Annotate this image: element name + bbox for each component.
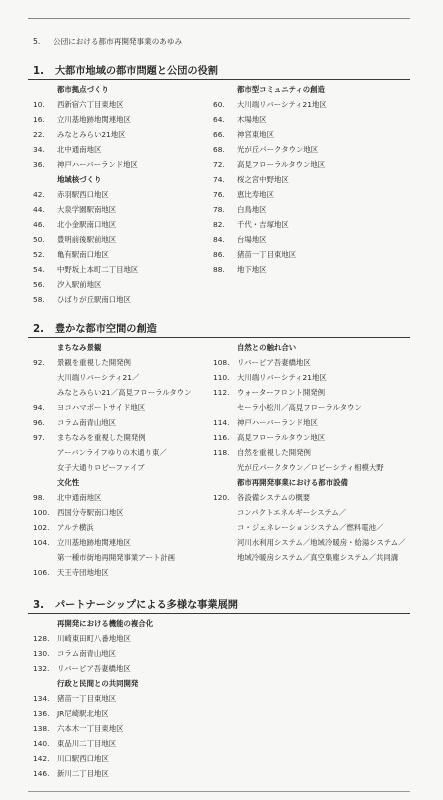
toc-entry (213, 385, 406, 400)
page-number: 78. (213, 205, 225, 214)
section-1-title: 1. 大都市地域の都市問題と公団の役割 (33, 66, 218, 77)
page-number: 10. (33, 100, 45, 109)
page-number: 128. (33, 634, 50, 643)
page-number: 46. (33, 220, 45, 229)
page-number: 56. (33, 280, 45, 289)
page-number: 72. (213, 160, 225, 169)
entry-title: コラム南青山地区 (57, 649, 117, 658)
toc-entry (213, 157, 327, 172)
entry-title: 地下地区 (237, 265, 267, 274)
entry-title: 地域冷暖房システム／真空集塵システム／共同溝 (237, 553, 399, 562)
entry-title: みなとみらい21地区 (57, 130, 126, 139)
section-3-left-column (33, 616, 153, 781)
entry-title: 各設備システムの概要 (237, 493, 311, 502)
entry-title: 女子大通りロビーファイブ (57, 463, 145, 472)
entry-title: 景観を重視した開発例 (57, 358, 131, 367)
entry-title: リバーピア吾妻橋地区 (237, 358, 311, 367)
page-number: 16. (33, 115, 45, 124)
toc-entry (33, 112, 138, 127)
page-number: 86. (213, 250, 225, 259)
page-number: 100. (33, 508, 50, 517)
entry-title: 川口駅西口地区 (57, 754, 109, 763)
subheading: 文化性 (57, 478, 80, 487)
page-number: 52. (33, 250, 45, 259)
toc-entry (213, 535, 406, 550)
toc-entry (213, 217, 327, 232)
page-number: 140. (33, 739, 50, 748)
subheading: 都市拠点づくり (57, 85, 109, 94)
page-number: 34. (33, 145, 45, 154)
toc-entry (33, 247, 138, 262)
entry-title: 西新宿六丁目東地区 (57, 100, 124, 109)
toc-entry (33, 262, 138, 277)
section-2-title: 2. 豊かな都市空間の創造 (33, 324, 157, 335)
toc-entry (33, 505, 192, 520)
toc-entry (33, 355, 192, 370)
page-number: 106. (33, 568, 50, 577)
entry-title: ヨコハマポートサイド地区 (57, 403, 146, 412)
entry-title: 大川端リバーシティ21／ (57, 373, 140, 382)
page-number: 130. (33, 649, 50, 658)
entry-title: 豊明前後駅前地区 (57, 235, 117, 244)
page-number: 66. (213, 130, 225, 139)
page-number: 84. (213, 235, 225, 244)
entry-title: 猪苗一丁目東地区 (57, 694, 117, 703)
page-number: 42. (33, 190, 45, 199)
toc-entry (33, 691, 153, 706)
page-number: 58. (33, 295, 45, 304)
subheading: 地域核づくり (57, 175, 102, 184)
toc-entry (33, 766, 153, 781)
subheading: 行政と民間との共同開発 (57, 679, 139, 688)
page-number: 64. (213, 115, 225, 124)
entry-title: 猪苗一丁目東地区 (237, 250, 297, 259)
toc-entry (33, 565, 192, 580)
entry-title: 大泉学園駅南地区 (57, 205, 117, 214)
entry-title: 白鳥地区 (237, 205, 267, 214)
entry-title: 光が丘パークタウン／ロビーシティ相模大野 (237, 463, 384, 472)
toc-entry (33, 721, 153, 736)
subheading: 都市型コミュニティの創造 (237, 85, 325, 94)
toc-entry (33, 490, 192, 505)
page-number: 50. (33, 235, 45, 244)
page-number: 136. (33, 709, 50, 718)
toc-entry (213, 355, 406, 370)
toc-entry (33, 97, 138, 112)
section-1-rule (28, 79, 410, 80)
page-number: 98. (33, 493, 45, 502)
toc-entry (33, 292, 138, 307)
entry-title: 台場地区 (237, 235, 267, 244)
entry-title: 河川水利用システム／地域冷暖房・給湯システム／ (237, 538, 406, 547)
entry-title: 高見フローラルタウン地区 (237, 433, 326, 442)
toc-entry (213, 262, 327, 277)
entry-title: 東品川二丁目地区 (57, 739, 117, 748)
entry-title: 自然を重視した開発例 (237, 448, 311, 457)
toc-entry (33, 430, 192, 445)
page-number: 110. (213, 373, 230, 382)
section-2-right-column (213, 340, 406, 565)
toc-entry (213, 400, 406, 415)
toc-entry (33, 535, 192, 550)
page-number: 142. (33, 754, 50, 763)
entry-title: 川崎東田町八番地地区 (57, 634, 131, 643)
toc-entry (33, 460, 192, 475)
toc-entry (33, 445, 192, 460)
toc-entry (33, 370, 192, 385)
page-number: 120. (213, 493, 230, 502)
toc-entry (33, 385, 192, 400)
entry-title: 神戸ハーバーランド地区 (57, 160, 138, 169)
toc-entry (213, 247, 327, 262)
toc-entry (213, 520, 406, 535)
entry-title: 北小金駅南口地区 (57, 220, 117, 229)
page-number: 94. (33, 403, 45, 412)
toc-entry (213, 187, 327, 202)
toc-entry (33, 202, 138, 217)
subheading: 都市再開発事業における都市設備 (237, 478, 348, 487)
page-number: 22. (33, 130, 45, 139)
top-rule (28, 18, 410, 19)
page-number: 82. (213, 220, 225, 229)
entry-title: コラム南青山地区 (57, 418, 117, 427)
toc-entry (33, 187, 138, 202)
entry-title: 汐入駅前地区 (57, 280, 102, 289)
entry-title: 高見フローラルタウン地区 (237, 160, 326, 169)
intro-text: 公団における都市再開発事業のあゆみ (53, 37, 183, 46)
entry-title: JR尼崎駅北地区 (57, 709, 109, 718)
toc-entry (213, 415, 406, 430)
entry-title: リバーピア吾妻橋地区 (57, 664, 131, 673)
entry-title: 大川端リバーシティ21地区 (237, 373, 327, 382)
toc-entry (213, 445, 406, 460)
page-number: 138. (33, 724, 50, 733)
toc-entry (33, 232, 138, 247)
toc-entry (33, 157, 138, 172)
toc-entry (213, 142, 327, 157)
toc-entry (33, 751, 153, 766)
section-3-title: 3. パートナーシップによる多様な事業展開 (33, 600, 238, 611)
entry-title: 立川基地跡地関連地区 (57, 115, 131, 124)
entry-title: ウォーターフロント開発例 (237, 388, 326, 397)
toc-entry (213, 97, 327, 112)
entry-title: 恵比寿地区 (237, 190, 274, 199)
page-number: 114. (213, 418, 230, 427)
entry-title: 北中通南地区 (57, 493, 102, 502)
page-number: 118. (213, 448, 230, 457)
toc-entry (33, 646, 153, 661)
toc-entry (213, 460, 406, 475)
entry-title: 六本木一丁目東地区 (57, 724, 124, 733)
entry-title: 北中通南地区 (57, 145, 102, 154)
page-number: 97. (33, 433, 45, 442)
page-number: 92. (33, 358, 45, 367)
entry-title: 神宮東地区 (237, 130, 274, 139)
section-2-rule (28, 337, 410, 338)
page-number: 76. (213, 190, 225, 199)
page-number: 96. (33, 418, 45, 427)
intro-number: 5. (33, 37, 41, 46)
subheading: 自然との触れ合い (237, 343, 297, 352)
entry-title: 木場地区 (237, 115, 267, 124)
toc-entry (213, 127, 327, 142)
toc-entry (33, 550, 192, 565)
entry-title: 神戸ハーバーランド地区 (237, 418, 318, 427)
entry-title: 亀有駅南口地区 (57, 250, 109, 259)
toc-entry (33, 706, 153, 721)
toc-entry (33, 217, 138, 232)
entry-title: 第一種市街地再開発事業アート計画 (57, 553, 176, 562)
page-number: 104. (33, 538, 50, 547)
page-number: 146. (33, 769, 50, 778)
page-number: 112. (213, 388, 230, 397)
page-number: 116. (213, 433, 230, 442)
intro-line (33, 36, 182, 47)
page-number: 54. (33, 265, 45, 274)
entry-title: コ・ジェネレーションシステム／燃料電池／ (237, 523, 384, 532)
entry-title: 赤羽駅西口地区 (57, 190, 109, 199)
page-number: 102. (33, 523, 50, 532)
entry-title: コンパクトエネルギーシステム／ (237, 508, 347, 517)
toc-entry (33, 277, 138, 292)
entry-title: アーバンライフゆりの木通り東／ (57, 448, 167, 457)
page-number: 108. (213, 358, 230, 367)
section-3-rule (28, 613, 410, 614)
page-number: 132. (33, 664, 50, 673)
page-number: 36. (33, 160, 45, 169)
toc-entry (33, 736, 153, 751)
toc-entry (213, 202, 327, 217)
subheading: まちなみ景観 (57, 343, 102, 352)
entry-title: アルテ横浜 (57, 523, 94, 532)
toc-entry (213, 430, 406, 445)
page-number: 68. (213, 145, 225, 154)
toc-entry (213, 172, 327, 187)
toc-entry (213, 370, 406, 385)
entry-title: セーラ小松川／高見フローラルタウン (237, 403, 362, 412)
subheading: 再開発における機能の複合化 (57, 619, 154, 628)
entry-title: 立川基地跡地関連地区 (57, 538, 131, 547)
toc-entry (33, 127, 138, 142)
entry-title: 中野坂上本町二丁目地区 (57, 265, 139, 274)
toc-entry (33, 415, 192, 430)
toc-entry (33, 661, 153, 676)
toc-entry (33, 520, 192, 535)
bottom-rule (28, 791, 410, 792)
entry-title: ひばりが丘駅南口地区 (57, 295, 131, 304)
toc-entry (213, 232, 327, 247)
section-1-right-column (213, 82, 327, 277)
toc-entry (213, 550, 406, 565)
toc-entry (33, 400, 192, 415)
entry-title: 新川二丁目地区 (57, 769, 109, 778)
toc-entry (213, 505, 406, 520)
entry-title: まちなみを重視した開発例 (57, 433, 146, 442)
toc-entry (213, 490, 406, 505)
toc-entry (33, 142, 138, 157)
entry-title: 光が丘パークタウン地区 (237, 145, 319, 154)
entry-title: みなとみらい21／高見フローラルタウン (57, 388, 192, 397)
entry-title: 大川端リバーシティ21地区 (237, 100, 327, 109)
entry-title: 西国分寺駅南口地区 (57, 508, 124, 517)
page-number: 74. (213, 175, 225, 184)
page-number: 88. (213, 265, 225, 274)
entry-title: 千代・吉塚地区 (237, 220, 289, 229)
toc-entry (213, 112, 327, 127)
section-2-left-column (33, 340, 192, 580)
page-number: 44. (33, 205, 45, 214)
section-1-left-column (33, 82, 138, 307)
entry-title: 桜之宮中野地区 (237, 175, 289, 184)
page-number: 60. (213, 100, 225, 109)
entry-title: 天王寺団地地区 (57, 568, 109, 577)
page-number: 134. (33, 694, 50, 703)
toc-entry (33, 631, 153, 646)
